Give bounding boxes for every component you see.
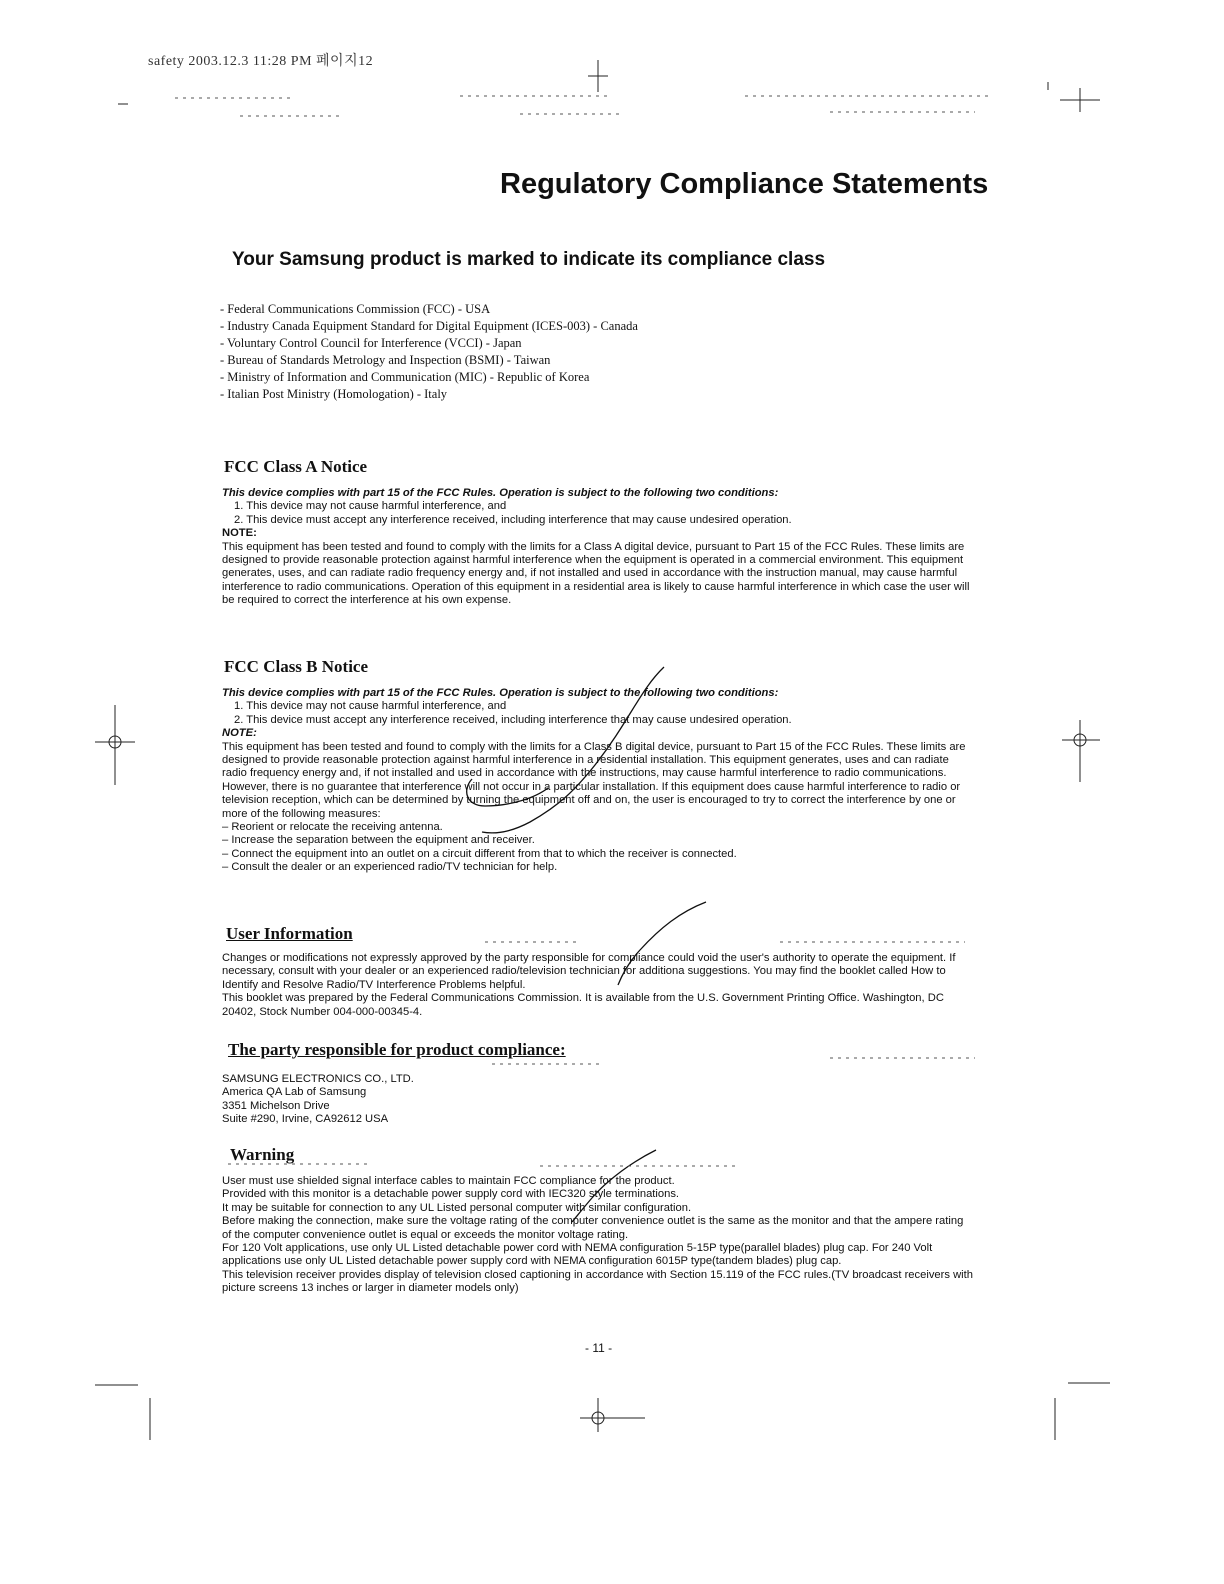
agency-item: - Voluntary Control Council for Interference (VCCI) - Japan (220, 336, 522, 350)
header-timestamp: safety 2003.12.3 11:28 PM 페이지12 (148, 54, 374, 69)
agency-item: - Italian Post Ministry (Homologation) - Italy (220, 387, 448, 401)
fcc-b-measure: – Consult the dealer or an experienced radio/TV technician for help. (222, 861, 558, 874)
top-center-registration-mark (588, 60, 608, 92)
page-title: Regulatory Compliance Statements (500, 168, 989, 200)
fcc-b-intro: This device complies with part 15 of the FCC Rules. Operation is subject to the following two conditions: (222, 687, 779, 699)
fcc-b-note-text: This equipment has been tested and found to comply with the limits for a Class B digital device, pursuant to Part 15 of the FCC Rules. These limits are designed to provide reasonable protection against harmful interference in a residential installation. This equipment generates, uses and can radiate radio frequency energy and, if not installed and used in accordance with the instructions, may cause harmful interference to radio communications. However, there is no guarantee that interference will not occur in a particular installation. If this equipment does cause harmful interference to radio or television reception, which can be determined by turning the equipment off and on, the user is encouraged to try to correct the interference by one or more of the following measures: (222, 740, 966, 820)
header-scan-noise (118, 96, 990, 116)
right-registration-mark (1062, 720, 1100, 782)
address-line: SAMSUNG ELECTRONICS CO., LTD. (222, 1073, 414, 1085)
responsible-party-heading: The party responsible for product compliance: (228, 1040, 566, 1059)
fcc-b-condition-2: 2. This device must accept any interference received, including interference that may cause undesired operation. (234, 713, 792, 726)
fcc-class-a-body (222, 487, 974, 608)
fcc-a-condition-1: 1. This device may not cause harmful interference, and (234, 500, 507, 513)
warning-paragraph: This television receiver provides display of television closed captioning in accordance with Section 15.119 of the FCC rules.(TV broadcast receivers with picture screens 13 inches or larger in diameter models only) (222, 1268, 973, 1295)
bottom-crop-marks (95, 1383, 1110, 1440)
fcc-b-measure: – Reorient or relocate the receiving antenna. (222, 821, 443, 834)
user-information-body (222, 952, 974, 1019)
agency-list (220, 301, 638, 403)
compliance-subtitle: Your Samsung product is marked to indicate its compliance class (232, 249, 826, 270)
agency-item: - Industry Canada Equipment Standard for Digital Equipment (ICES-003) - Canada (220, 319, 638, 333)
warning-paragraph: For 120 Volt applications, use only UL Listed detachable power cord with NEMA configuration 5-15P type(parallel blades) plug cap. For 240 Volt applications use only UL Listed detachable power supply cord with NEMA configuration 6015P type(tandem blades) plug cap. (222, 1242, 933, 1268)
fcc-class-a-heading: FCC Class A Notice (224, 457, 368, 476)
warning-heading: Warning (230, 1145, 295, 1164)
address-line: America QA Lab of Samsung (222, 1086, 367, 1099)
warning-paragraph: Before making the connection, make sure the voltage rating of the computer convenience outlet is the same as the monitor and that the ampere rating of the computer convenience outlet is equal or exceeds the monitor voltage rating. (222, 1215, 964, 1241)
user-info-text-1: Changes or modifications not expressly approved by the party responsible for compliance could void the user's authority to operate the equipment. If necessary, consult with your dealer or an experienced radio/television technician for additiona suggestions. You may find the booklet called How to Identify and Resolve Radio/TV Interference Problems helpful. (222, 952, 956, 991)
agency-item: - Bureau of Standards Metrology and Inspection (BSMI) - Taiwan (220, 353, 551, 367)
user-info-text-2: This booklet was prepared by the Federal Communications Commission. It is available from the U.S. Government Printing Office. Washington, DC 20402, Stock Number 004-000-00345-4. (222, 992, 944, 1018)
fcc-b-measure: – Increase the separation between the equipment and receiver. (222, 834, 535, 847)
top-right-registration-mark (1048, 82, 1100, 112)
warning-paragraph: It may be suitable for connection to any UL Listed personal computer with similar configuration. (222, 1201, 692, 1214)
warning-paragraph: User must use shielded signal interface cables to maintain FCC compliance for the product. (222, 1175, 675, 1187)
fcc-a-note-label: NOTE: (222, 527, 257, 540)
user-information-heading: User Information (226, 924, 353, 943)
address-line: 3351 Michelson Drive (222, 1099, 330, 1112)
warning-paragraph: Provided with this monitor is a detachable power supply cord with IEC320 style terminations. (222, 1188, 680, 1201)
fcc-a-condition-2: 2. This device must accept any interference received, including interference that may cause undesired operation. (234, 513, 792, 526)
page-number: - 11 - (585, 1341, 613, 1355)
left-registration-mark (95, 705, 135, 785)
fcc-b-condition-1: 1. This device may not cause harmful interference, and (234, 700, 507, 713)
fcc-class-b-body (222, 687, 974, 875)
responsible-party-address (222, 1073, 974, 1127)
fcc-b-note-label: NOTE: (222, 727, 257, 740)
address-line: Suite #290, Irvine, CA92612 USA (222, 1113, 389, 1126)
agency-item: - Federal Communications Commission (FCC) - USA (220, 302, 491, 316)
fcc-class-b-heading: FCC Class B Notice (224, 657, 369, 676)
fcc-a-note-text: This equipment has been tested and found to comply with the limits for a Class A digital device, pursuant to Part 15 of the FCC Rules. These limits are designed to provide reasonable protection against harmful interference when the equipment is operated in a commercial environment. This equipment generates, uses, and can radiate radio frequency energy and, if not installed and used in accordance with the instruction manual, may cause harmful interference to radio communications. Operation of this equipment in a residential area is likely to cause harmful interference in which case the user will be required to correct the interference at his own expense. (222, 540, 970, 607)
fcc-b-measure: – Connect the equipment into an outlet on a circuit different from that to which the receiver is connected. (222, 847, 737, 860)
fcc-a-intro: This device complies with part 15 of the FCC Rules. Operation is subject to the following two conditions: (222, 487, 779, 499)
warning-body (222, 1175, 974, 1296)
agency-item: - Ministry of Information and Communication (MIC) - Republic of Korea (220, 370, 590, 384)
